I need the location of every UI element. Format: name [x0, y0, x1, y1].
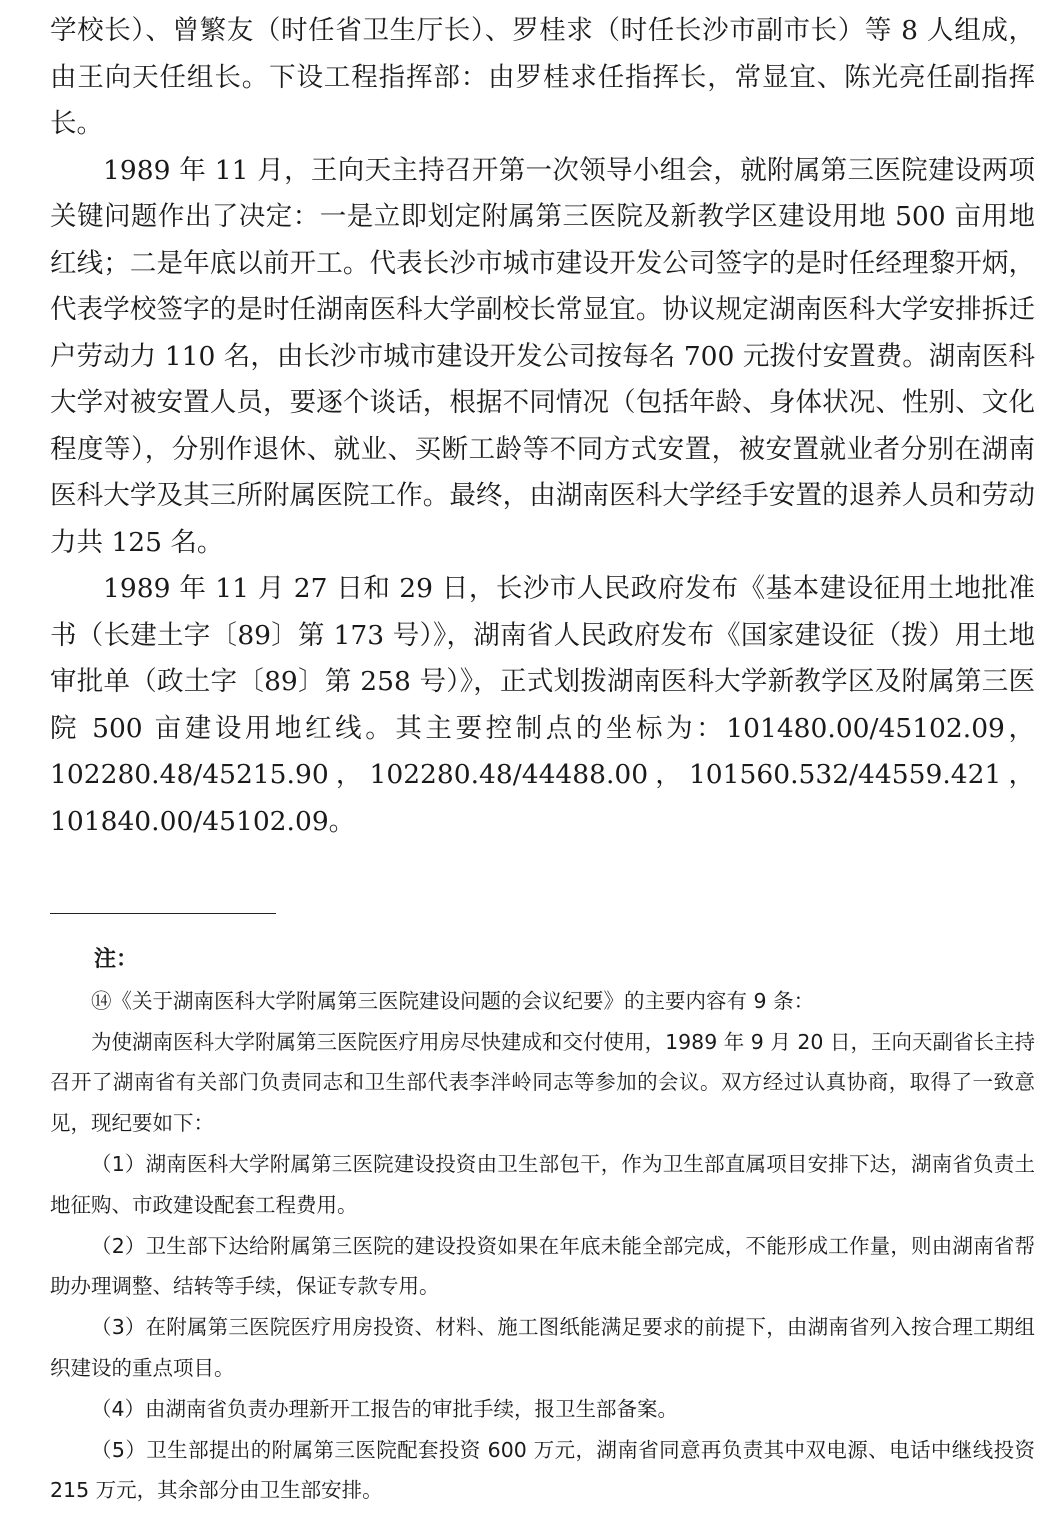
notes-title: 注： — [94, 947, 139, 972]
main-text — [50, 8, 1035, 845]
footnote-divider — [50, 913, 276, 914]
note-item: （3）在附属第三医院医疗用房投资、材料、施工图纸能满足要求的前提下，由湖南省列入按合理工期组织建设的重点项目。 — [50, 1315, 1035, 1380]
note-item: （4）由湖南省负责办理新开工报告的审批手续，报卫生部备案。 — [91, 1396, 679, 1421]
body-paragraph-2: 1989 年 11 月，王向天主持召开第一次领导小组会，就附属第三医院建设两项关键问题作出了决定：一是立即划定附属第三医院及新教学区建设用地 500 亩用地红线；二是年底以前开工。代表长沙市城市建设开发公司签字的是时任经理黎开炳，代表学校签字的是时任湖南医科大学副校长常显宜。协议规定湖南医科大学安排拆迁户劳动力 110 名，由长沙市城市建设开发公司按每名 700 元拨付安置费。湖南医科大学对被安置人员，要逐个谈话，根据不同情况（包括年龄、身体状况、性别、文化程度等），分别作退休、就业、买断工龄等不同方式安置，被安置就业者分别在湖南医科大学及其三所附属医院工作。最终，由湖南医科大学经手安置的退养人员和劳动力共 125 名。 — [50, 154, 1035, 558]
body-paragraph-3: 1989 年 11 月 27 日和 29 日，长沙市人民政府发布《基本建设征用土地批准书（长建土字〔89〕第 173 号）》，湖南省人民政府发布《国家建设征（拨）用土地审批单（政土字〔89〕第 258 号）》，正式划拨湖南医科大学新教学区及附属第三医院 500 亩建设用地红线。其主要控制点的坐标为：101480.00/45102.09，102280.48/45215.90，102280.48/44488.00，101560.532/44559.421，101840.00/45102.09。 — [50, 573, 1035, 837]
note-item: （1）湖南医科大学附属第三医院建设投资由卫生部包干，作为卫生部直属项目安排下达，湖南省负责土地征购、市政建设配套工程费用。 — [50, 1151, 1035, 1217]
note-item: 为使湖南医科大学附属第三医院医疗用房尽快建成和交付使用，1989 年 9 月 20 日，王向天副省长主持召开了湖南省有关部门负责同志和卫生部代表李泮岭同志等参加的会议。双方经过认真协商，取得了一致意见，现纪要如下： — [50, 1029, 1035, 1136]
footnotes — [50, 940, 1035, 1511]
note-item: （2）卫生部下达给附属第三医院的建设投资如果在年底未能全部完成，不能形成工作量，则由湖南省帮助办理调整、结转等手续，保证专款专用。 — [50, 1233, 1035, 1299]
note-item: （5）卫生部提出的附属第三医院配套投资 600 万元，湖南省同意再负责其中双电源、电话中继线投资 215 万元，其余部分由卫生部安排。 — [50, 1437, 1035, 1503]
body-paragraph-1: 学校长）、曾繁友（时任省卫生厅长）、罗桂求（时任长沙市副市长）等 8 人组成，由王向天任组长。下设工程指挥部：由罗桂求任指挥长，常显宜、陈光亮任副指挥长。 — [50, 15, 1035, 139]
note-item: ⑭《关于湖南医科大学附属第三医院建设问题的会议纪要》的主要内容有 9 条： — [91, 988, 815, 1013]
